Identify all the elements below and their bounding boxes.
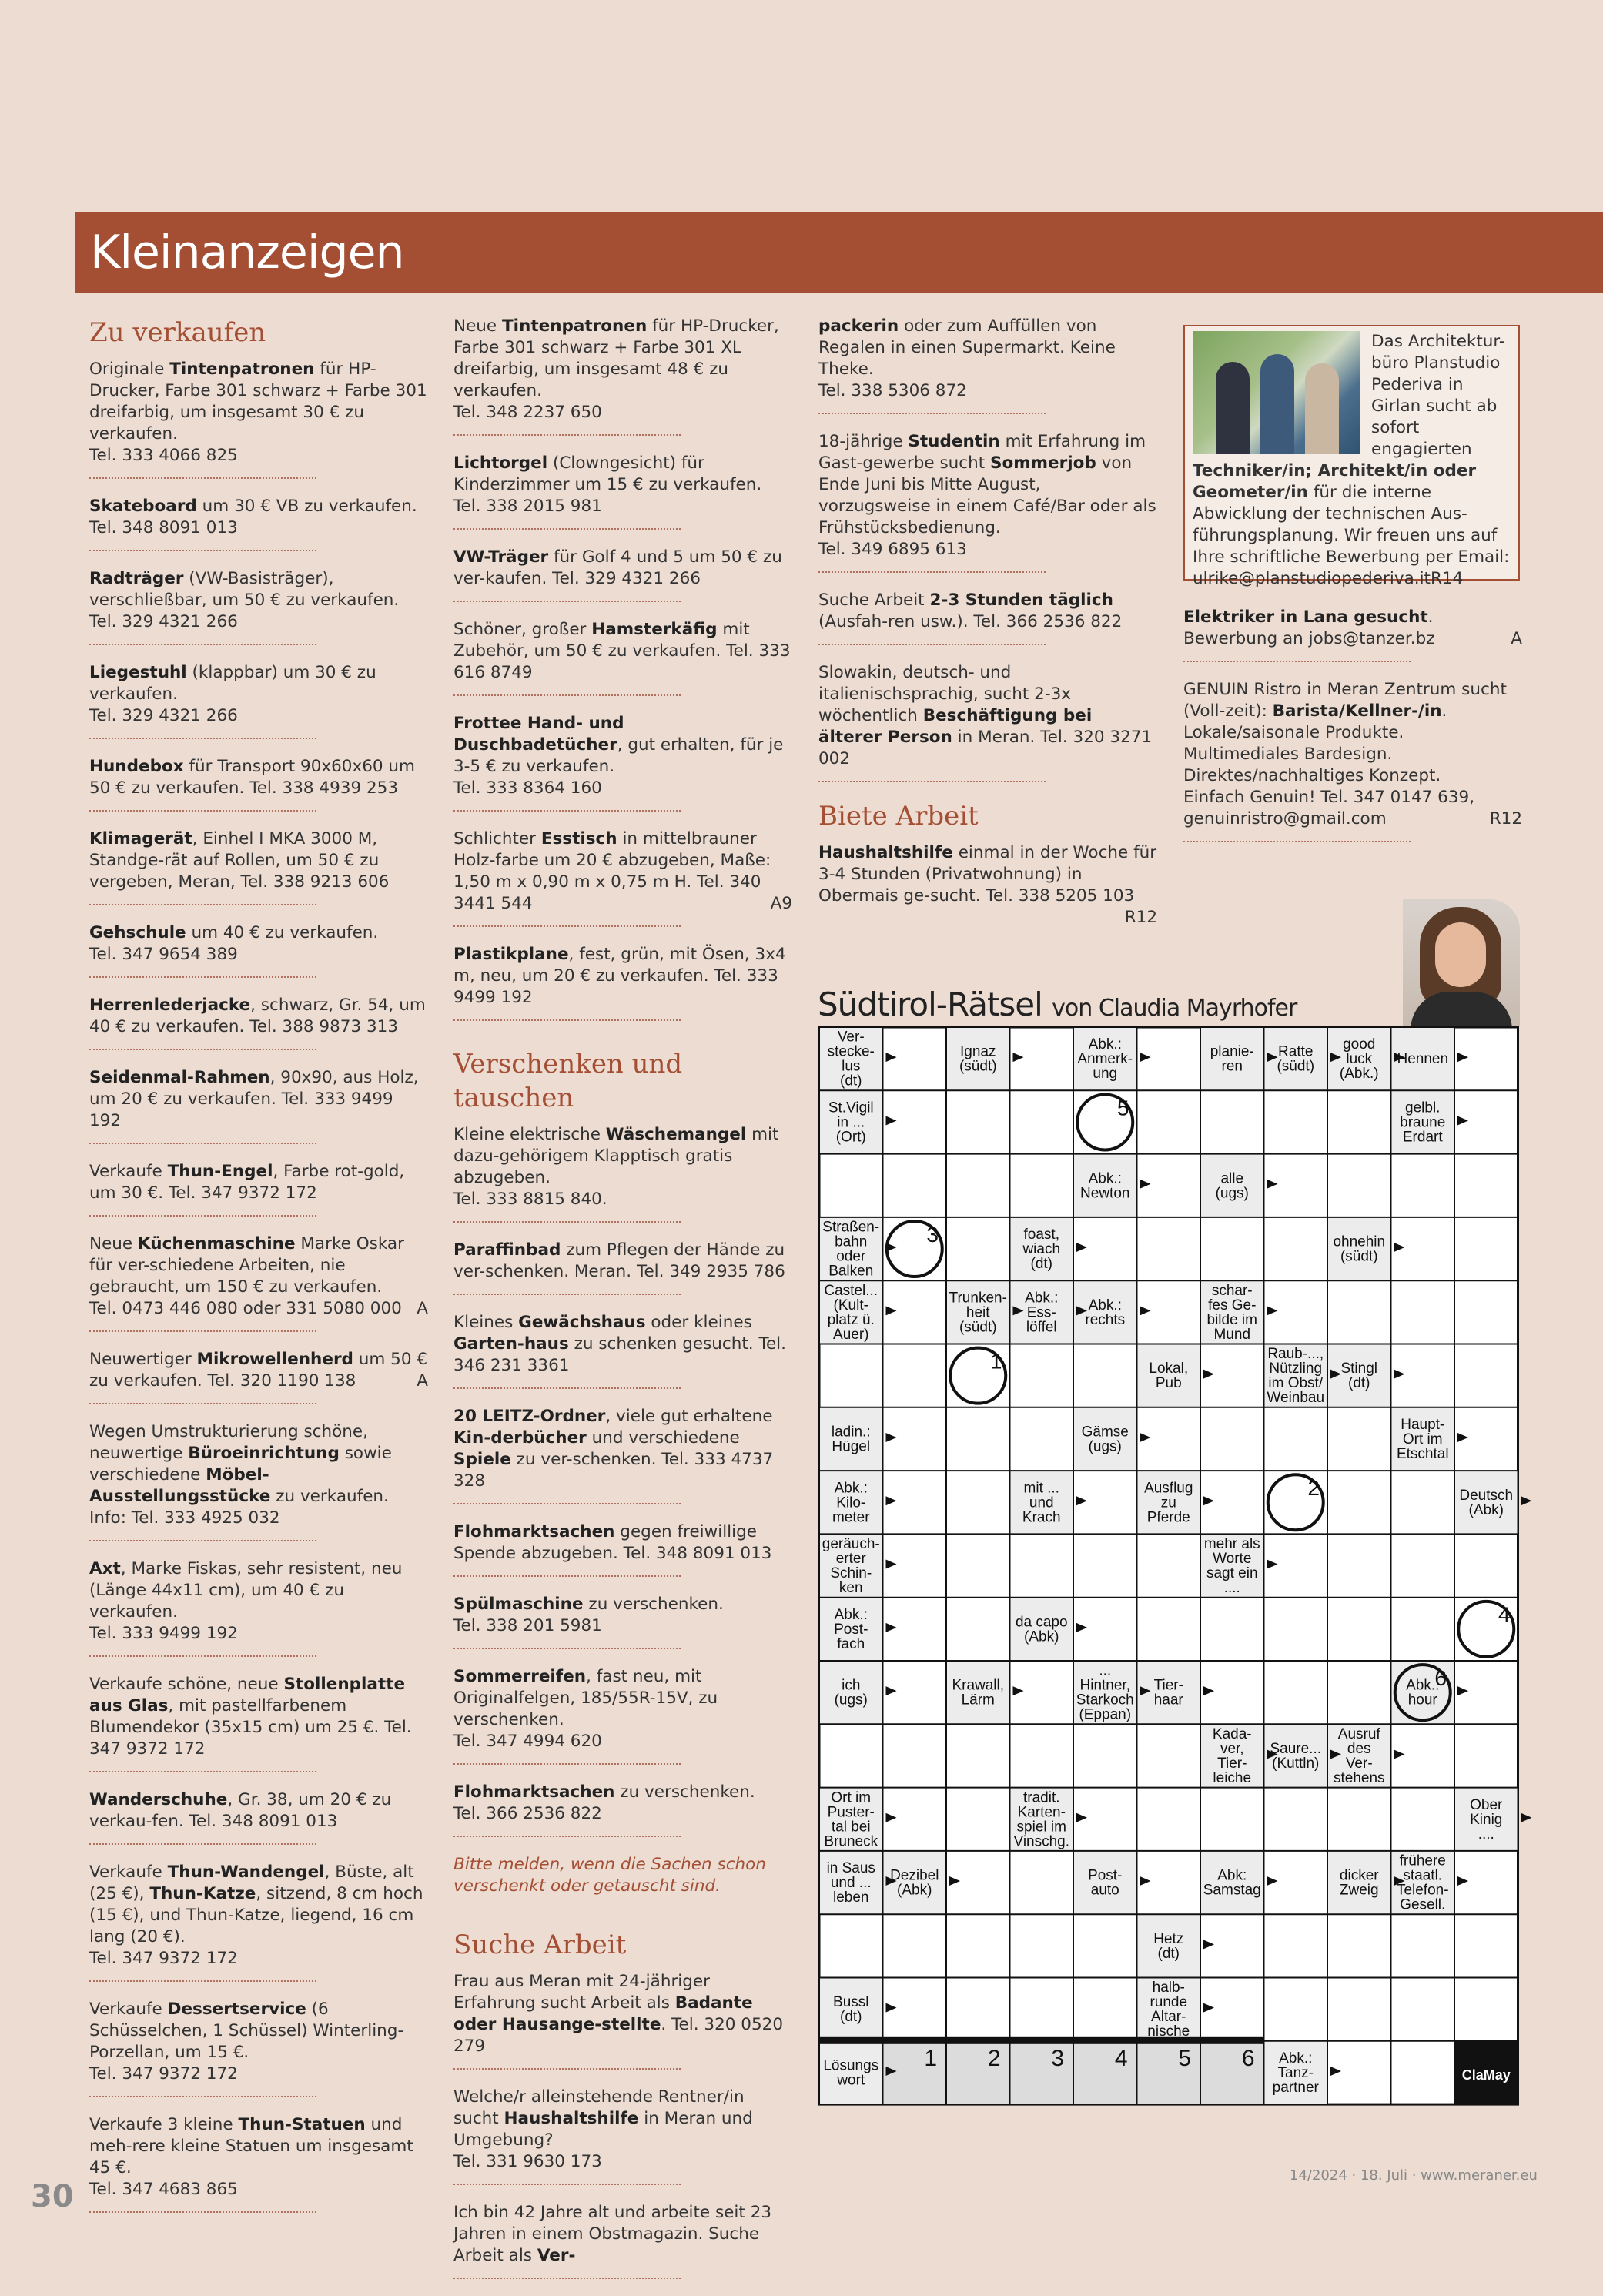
divider <box>89 2211 316 2213</box>
clue-text: Abk: Samstag <box>1203 1867 1261 1899</box>
classified-ad: Schöner, großer Hamsterkäfig mit Zubehör, um 50 € zu verkaufen. Tel. 333 616 8749 <box>453 620 791 682</box>
clue-text: Abk.: Newton <box>1080 1170 1130 1202</box>
classified-ad: Verkaufe Thun-Wandengel, Büste, alt (25 €), Thun-Katze, sitzend, 8 cm hoch (15 €), und Thun-Katze, liegend, 16 cm lang (20 €). Tel. 347 9372 172 <box>89 1863 423 1968</box>
clue-text: Trunken-heit (südt) <box>949 1290 1007 1336</box>
divider <box>1183 841 1411 842</box>
clue-text: dicker Zweig <box>1339 1867 1379 1899</box>
job-ad-text: Das Architektur-büro Planstudio Pederiva in Girlan sucht ab sofort engagierten Techniker/in; Architekt/in oder Geometer/in für die interne Abwicklung der technischen Aus-führungsplanung. Wir freuen uns auf Ihre schriftliche Bewerbung per Email: ulrike@planstudiopederiva.itR14 <box>1193 332 1510 588</box>
classified-ad: Klimagerät, Einhel I MKA 3000 M, Standge-rät auf Rollen, um 50 € zu vergeben, Meran, Tel. 338 9213 606 <box>89 829 390 892</box>
classified-ad: Suche Arbeit 2-3 Stunden täglich (Ausfah-ren usw.). Tel. 366 2536 822 <box>818 591 1123 631</box>
clue-text: Ver-stecke-lus (dt) <box>827 1029 875 1089</box>
clue-text: Ratte (südt) <box>1277 1043 1315 1075</box>
column-4 <box>1183 607 1522 859</box>
clue-text: in Saus und ... leben <box>826 1860 875 1906</box>
classified-ad: Spülmaschine zu verschenken. Tel. 338 201 5981 <box>453 1595 724 1635</box>
classified-ad: Seidenmal-Rahmen, 90x90, aus Holz, um 20 € zu verkaufen. Tel. 333 9499 192 <box>89 1068 419 1130</box>
clue-text: good luck (Abk.) <box>1339 1036 1379 1083</box>
classified-ad: Ich bin 42 Jahre alt und arbeite seit 23 Jahren in einem Obstmagazin. Suche Arbeit als Ver- <box>453 2203 771 2265</box>
job-ad-box <box>1183 325 1520 588</box>
classified-ad: Verkaufe schöne, neue Stollenplatte aus Glas, mit pastellfarbenem Blumendekor (35x15 cm) um 25 €. Tel. 347 9372 172 <box>89 1675 412 1759</box>
clue-text: frühere staatl. Telefon-Gesell. <box>1396 1853 1449 1913</box>
divider <box>89 1655 316 1657</box>
classified-ad: Slowakin, deutsch- und italienischsprachig, sucht 2-3x wöchentlich Beschäftigung bei älterer Person in Meran. Tel. 320 3271 002 <box>818 663 1153 768</box>
ad-list <box>453 1124 792 1837</box>
clue-text: Ignaz (südt) <box>959 1043 997 1075</box>
classified-ad: Hundebox für Transport 90x60x60 um 50 € zu verkaufen. Tel. 338 4939 253 <box>89 757 415 798</box>
classified-ad: Neue Küchenmaschine Marke Oskar für ver-schiedene Arbeiten, nie gebraucht, um 150 € zu verkaufen. Tel. 0473 446 080 oder 331 5080 000 A <box>89 1234 428 1318</box>
heading-offer-work: Biete Arbeit <box>818 801 979 832</box>
clue-text: Raub-..., Nützling im Obst/ Weinbau <box>1267 1346 1325 1407</box>
classified-ad: Neue Tintenpatronen für HP-Drucker, Farbe 301 schwarz + Farbe 301 XL dreifarbig, um insgesamt 48 € zu verkaufen. Tel. 348 2237 650 <box>453 316 779 422</box>
clue-text: Krawall, Lärm <box>952 1677 1005 1709</box>
divider <box>818 571 1046 573</box>
clue-text: Castel... (Kult-platz ü. Auer) <box>824 1282 878 1343</box>
column-3 <box>818 316 1157 929</box>
solution-number: 1 <box>924 2045 937 2071</box>
clue-text: Hetz (dt) <box>1153 1930 1184 1962</box>
divider <box>89 1215 316 1217</box>
divider <box>89 477 316 479</box>
classified-ad: Plastikplane, fest, grün, mit Ösen, 3x4 m, neu, um 20 € zu verkaufen. Tel. 333 9499 192 <box>453 945 786 1007</box>
classified-ad: Welche/r alleinstehende Rentner/in sucht Haushaltshilfe in Meran und Umgebung? Tel. 331 9630 173 <box>453 2087 753 2171</box>
circle-number: 4 <box>1498 1602 1511 1627</box>
classified-ad: Flohmarktsachen zu verschenken. Tel. 366 2536 822 <box>453 1782 755 1823</box>
clue-text: Lösungs wort <box>823 2057 879 2089</box>
team-photo <box>1193 331 1360 454</box>
classified-ad: Haushaltshilfe einmal in der Woche für 3-4 Stunden (Privatwohnung) in Obermais ge-sucht. Tel. 338 5205 103 R12 <box>818 843 1157 927</box>
ad-list <box>453 316 792 1021</box>
clue-text: Abk.: Ess-löffel <box>1025 1290 1059 1336</box>
classified-ad: Paraffinbad zum Pflegen der Hände zu ver-schenken. Meran. Tel. 349 2935 786 <box>453 1240 785 1281</box>
clue-text: Kada-ver, Tier-leiche <box>1212 1725 1252 1786</box>
divider <box>89 2096 316 2097</box>
clue-text: Post-auto <box>1088 1867 1123 1899</box>
clue-text: foast, wiach (dt) <box>1022 1227 1061 1273</box>
ad-list <box>453 1971 792 2279</box>
classified-ad: Sommerreifen, fast neu, mit Originalfelgen, 185/55R-15V, zu verschenken. Tel. 347 4994 620 <box>453 1667 718 1751</box>
puzzle-author: von Claudia Mayrhofer <box>1052 995 1297 1022</box>
clue-text: Stingl (dt) <box>1340 1361 1378 1392</box>
circle-number: 6 <box>1434 1666 1447 1690</box>
ad-list <box>1183 607 1522 842</box>
divider <box>89 810 316 812</box>
clue-text: tradit. Karten-spiel im Vinschg. <box>1013 1789 1070 1850</box>
clue-text: Deutsch (Abk) <box>1459 1487 1514 1518</box>
clue-text: Abk.: Post-fach <box>834 1606 868 1652</box>
clue-text: ladin.: Hügel <box>831 1424 871 1455</box>
circle-number: 1 <box>989 1349 1002 1374</box>
classified-ad: Lichtorgel (Clowngesicht) für Kinderzimmer um 15 € zu verkaufen. Tel. 338 2015 981 <box>453 454 762 516</box>
solution-number: 6 <box>1241 2045 1255 2071</box>
classified-ad: GENUIN Ristro in Meran Zentrum sucht (Voll-zeit): Barista/Kellner-/in. Lokale/saisonale Produkte. Multimediales Bardesign. Direktes/nachhaltiges Konzept. Einfach Genuin! Tel. 347 0147 639, genuinristro@gmail.com R12 <box>1183 680 1522 828</box>
divider <box>453 1019 681 1021</box>
divider <box>1183 661 1411 662</box>
clue-text: gelbl. braune Erdart <box>1400 1099 1446 1146</box>
classified-ad: Neuwertiger Mikrowellenherd um 50 € zu verkaufen. Tel. 320 1190 138 A <box>89 1350 428 1391</box>
divider <box>89 644 316 645</box>
clue-text: mehr als Worte sagt ein .... <box>1203 1536 1260 1597</box>
divider <box>453 925 681 927</box>
divider <box>89 1049 316 1050</box>
section-banner <box>75 212 1603 293</box>
ad-list <box>89 359 428 2213</box>
clue-text: Haupt-Ort im Etschtal <box>1396 1416 1449 1462</box>
divider <box>818 781 1046 782</box>
clue-text: halb-runde Altar-nische <box>1147 1980 1190 2040</box>
divider <box>89 1143 316 1144</box>
footer-text: 14/2024 · 18. Juli · www.meraner.eu <box>1290 2167 1538 2184</box>
clue-text: ich (ugs) <box>834 1677 868 1709</box>
clue-text: ohnehin (südt) <box>1333 1233 1386 1265</box>
clue-text: Ausruf des Ver-stehens <box>1333 1725 1385 1786</box>
classified-ad: Schlichter Esstisch in mittelbrauner Holz-farbe um 20 € abzugeben, Maße: 1,50 m x 0,90 m x 0,75 m H. Tel. 340 3441 544 A9 <box>453 829 792 913</box>
circle-number: 5 <box>1116 1096 1129 1120</box>
clue-text: mit ... und Krach <box>1022 1480 1061 1526</box>
clue-text: Abk.: Kilo-meter <box>832 1480 870 1526</box>
classified-ad: Flohmarktsachen gegen freiwillige Spende abzugeben. Tel. 348 8091 013 <box>453 1522 772 1563</box>
classified-ad: Herrenlederjacke, schwarz, Gr. 54, um 40 € zu verkaufen. Tel. 388 9873 313 <box>89 996 426 1036</box>
clue-text: da capo (Abk) <box>1015 1614 1068 1645</box>
clue-text: Abk.: Tanz-partner <box>1272 2050 1319 2096</box>
solution-number: 2 <box>987 2045 1001 2071</box>
divider <box>453 810 681 812</box>
clue-text: planie-ren <box>1210 1043 1254 1075</box>
classified-ad: Skateboard um 30 € VB zu verkaufen. Tel. 348 8091 013 <box>89 497 417 537</box>
solution-number: 3 <box>1051 2045 1064 2071</box>
divider <box>818 644 1046 645</box>
classified-ad: Radträger (VW-Basisträger), verschließbar, um 50 € zu verkaufen. Tel. 329 4321 266 <box>89 569 400 631</box>
divider <box>453 434 681 436</box>
divider <box>453 1836 681 1837</box>
divider <box>453 2068 681 2070</box>
clue-text: Ort im Puster-tal bei Bruneck <box>824 1789 878 1850</box>
divider <box>89 1980 316 1982</box>
divider <box>89 1843 316 1845</box>
column-for-sale <box>89 316 428 2230</box>
divider <box>453 528 681 530</box>
clue-text: Bussl (dt) <box>833 1994 869 2026</box>
crossword-grid[interactable] <box>818 1026 1522 2111</box>
clue-text: Gämse (ugs) <box>1081 1424 1129 1455</box>
classified-ad: packerin oder zum Auffüllen von Regalen in einen Supermarkt. Keine Theke. Tel. 338 5306 872 <box>818 316 1116 400</box>
clue-text: alle (ugs) <box>1215 1170 1249 1202</box>
classified-ad: Elektriker in Lana gesucht. Bewerbung an jobs@tanzer.bz A <box>1183 607 1522 648</box>
divider <box>453 1575 681 1577</box>
clue-text: schar-fes Ge-bilde im Mund <box>1206 1282 1257 1343</box>
divider <box>453 1294 681 1295</box>
divider <box>818 413 1046 414</box>
classified-ad: Liegestuhl (klappbar) um 30 € zu verkaufen. Tel. 329 4321 266 <box>89 663 376 725</box>
clue-text: ... Hintner, Starkoch (Eppan) <box>1076 1662 1134 1723</box>
clue-text: Hennen <box>1397 1051 1449 1068</box>
circle-number: 3 <box>926 1222 939 1247</box>
divider <box>453 601 681 602</box>
divider <box>453 1648 681 1649</box>
clue-text: geräuch-erter Schin-ken <box>822 1536 880 1597</box>
note-text: Bitte melden, wenn die Sachen schon verschenkt oder getauscht sind. <box>453 1855 766 1896</box>
divider <box>453 2184 681 2185</box>
classified-ad: Verkaufe Dessertservice (6 Schüsselchen, 1 Schüssel) Winterling-Porzellan, um 15 €. Tel. 347 9372 172 <box>89 2000 404 2083</box>
heading-give-away: Verschenken und tauschen <box>453 1049 683 1113</box>
author-portrait <box>1403 899 1520 1026</box>
column-2 <box>453 316 792 2296</box>
classified-ad: Kleines Gewächshaus oder kleines Garten-haus zu schenken gesucht. Tel. 346 231 3361 <box>453 1313 786 1375</box>
clue-text: Abk.: rechts <box>1085 1297 1126 1328</box>
heading-for-sale: Zu verkaufen <box>89 317 266 348</box>
classified-ad: 18-jährige Studentin mit Erfahrung im Gast-gewerbe sucht Sommerjob von Ende Juni bis Mitte August, vorzugsweise in einem Café/Bar oder als Frühstücksbedienung. Tel. 349 6895 613 <box>818 432 1156 559</box>
divider <box>89 1540 316 1541</box>
divider <box>89 738 316 739</box>
puzzle-title-text: Südtirol-Rätsel <box>818 986 1042 1023</box>
classified-ad: Axt, Marke Fiskas, sehr resistent, neu (Länge 44x11 cm), um 40 € zu verkaufen. Tel. 333 9499 192 <box>89 1559 403 1643</box>
heading-seek-work: Suche Arbeit <box>453 1930 627 1960</box>
divider <box>453 1387 681 1389</box>
page-number: 30 <box>31 2179 74 2214</box>
ad-list <box>818 842 1157 927</box>
classified-ad: Wanderschuhe, Gr. 38, um 20 € zu verkau-fen. Tel. 348 8091 013 <box>89 1790 392 1831</box>
divider <box>89 976 316 978</box>
divider <box>453 1503 681 1504</box>
classified-ad: 20 LEITZ-Ordner, viele gut erhaltene Kin-derbücher und verschiedene Spiele zu ver-schenken. Tel. 333 4737 328 <box>453 1407 774 1491</box>
clue-text: Ober Kinig .... <box>1470 1796 1503 1842</box>
puzzle-brand: ClaMay <box>1461 2067 1511 2083</box>
circle-number: 2 <box>1307 1476 1320 1501</box>
solution-number: 5 <box>1178 2045 1191 2071</box>
classified-ad: Originale Tintenpatronen für HP-Drucker, Farbe 301 schwarz + Farbe 301 dreifarbig, um insgesamt 30 € zu verkaufen. Tel. 333 4066 825 <box>89 360 427 465</box>
clue-text: Abk.: Anmerk-ung <box>1077 1036 1133 1083</box>
clue-text: Dezibel (Abk) <box>890 1867 939 1899</box>
clue-text: Ausflug zu Pferde <box>1144 1480 1193 1526</box>
ad-list <box>818 316 1157 782</box>
classified-ad: Wegen Umstrukturierung schöne, neuwertige Büroeinrichtung sowie verschiedene Möbel-Ausstellungsstücke zu verkaufen. Info: Tel. 333 4925 032 <box>89 1422 392 1528</box>
classified-ad: Verkaufe 3 kleine Thun-Statuen und meh-rere kleine Statuen um insgesamt 45 €. Tel. 347 4683 865 <box>89 2115 413 2199</box>
classified-ad: Kleine elektrische Wäschemangel mit dazu-gehörigem Klapptisch gratis abzugeben. Tel. 333 8815 840. <box>453 1125 779 1209</box>
divider <box>89 1771 316 1772</box>
puzzle-title <box>818 986 1297 1023</box>
divider <box>453 1221 681 1223</box>
classified-ad: Frottee Hand- und Duschbadetücher, gut erhalten, für je 3-5 € zu verkaufen. Tel. 333 8364 160 <box>453 714 784 798</box>
clue-text: Tier-haar <box>1153 1677 1183 1709</box>
clue-text: Abk.: hour <box>1406 1677 1440 1709</box>
divider <box>453 1763 681 1765</box>
clue-text: St.Vigil in ... (Ort) <box>828 1099 874 1146</box>
divider <box>89 1403 316 1404</box>
divider <box>453 694 681 696</box>
divider <box>89 550 316 551</box>
divider <box>89 904 316 905</box>
classified-ad: Gehschule um 40 € zu verkaufen. Tel. 347 9654 389 <box>89 923 379 964</box>
section-title: Kleinanzeigen <box>90 226 404 279</box>
classified-ad: Frau aus Meran mit 24-jähriger Erfahrung sucht Arbeit als Badante oder Hausange-stellte. Tel. 320 0520 279 <box>453 1972 784 2056</box>
solution-number: 4 <box>1114 2045 1128 2071</box>
clue-text: Lokal, Pub <box>1149 1361 1189 1392</box>
classified-ad: Verkaufe Thun-Engel, Farbe rot-gold, um 30 €. Tel. 347 9372 172 <box>89 1162 405 1203</box>
divider <box>453 2278 681 2279</box>
divider <box>89 1330 316 1332</box>
clue-text: Saure... (Kuttln) <box>1270 1740 1322 1772</box>
clue-text: Straßen-bahn oder Balken <box>822 1219 880 1280</box>
classified-ad: VW-Träger für Golf 4 und 5 um 50 € zu ver-kaufen. Tel. 329 4321 266 <box>453 547 782 588</box>
